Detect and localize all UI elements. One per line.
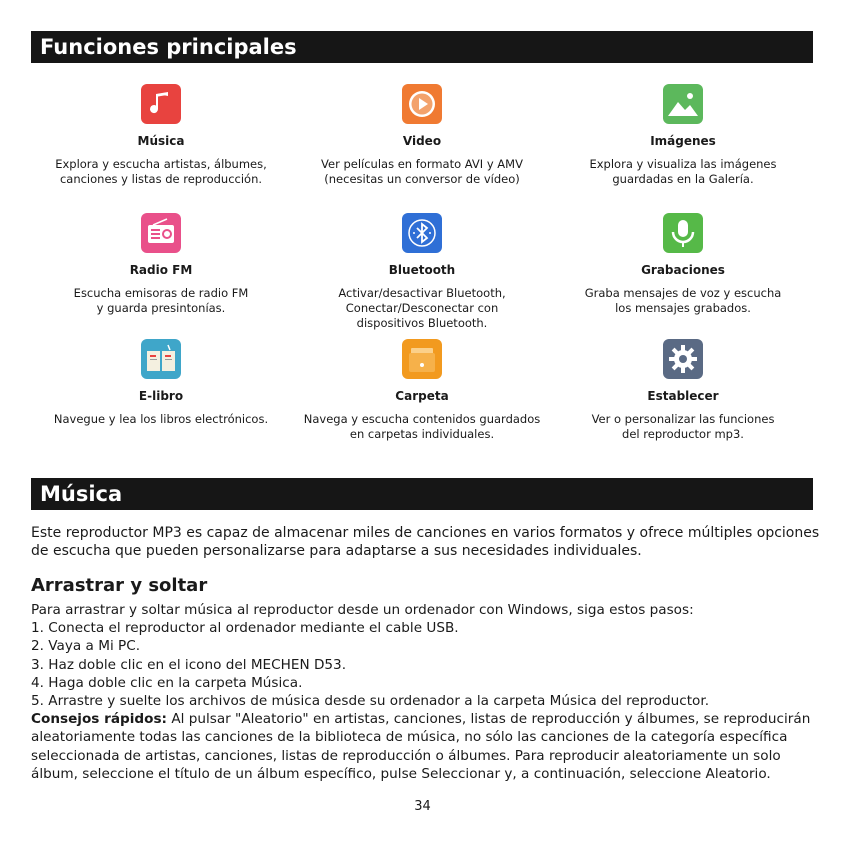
feature-description: Explora y visualiza las imágenes guardadas en la Galería.: [589, 157, 777, 186]
step-line: 5. Arrastre y suelte los archivos de música desde su ordenador a la carpeta Música del reproductor.: [31, 693, 710, 710]
music-note-icon: [141, 84, 181, 124]
section-header-funciones: Funciones principales: [31, 31, 813, 63]
feature-radio-fm: [31, 213, 291, 316]
feature-title: Video: [402, 134, 442, 148]
tip-label: Consejos rápidos:: [31, 711, 167, 728]
feature-description: Navegue y lea los libros electrónicos.: [53, 412, 269, 426]
feature-imagenes: [553, 84, 813, 187]
feature-grabaciones: [553, 213, 813, 316]
book-icon: [141, 339, 181, 379]
feature-e-libro: [31, 339, 291, 427]
folder-icon: [402, 339, 442, 379]
image-icon: [663, 84, 703, 124]
radio-icon: [141, 213, 181, 253]
intro-paragraph: Este reproductor MP3 es capaz de almacenar miles de canciones en varios formatos y ofrece múltiples opciones de escucha que pueden personalizarse para adaptarse a sus necesidades individuales.: [31, 525, 820, 559]
feature-title: Grabaciones: [641, 263, 725, 277]
feature-title: Establecer: [647, 389, 719, 403]
step-line: 4. Haga doble clic en la carpeta Música.: [31, 674, 303, 691]
feature-carpeta: [292, 339, 552, 442]
step-line: 1. Conecta el reproductor al ordenador mediante el cable USB.: [31, 620, 459, 637]
gear-icon: [663, 339, 703, 379]
feature-description: Ver o personalizar las funciones del reproductor mp3.: [591, 412, 775, 441]
section-header-musica: Música: [31, 478, 813, 510]
subheading-arrastrar: Arrastrar y soltar: [31, 575, 208, 596]
feature-title: Radio FM: [129, 263, 193, 277]
feature-title: Bluetooth: [388, 263, 456, 277]
feature-title: E-libro: [138, 389, 184, 403]
feature-description: Activar/desactivar Bluetooth, Conectar/Desconectar con dispositivos Bluetooth.: [338, 286, 506, 330]
tip-text: Al pulsar "Aleatorio" en artistas, canciones, listas de reproducción y álbumes, se reproducirán aleatoriamente todas las canciones de la biblioteca de música, no sólo las canciones de la categoría específica seleccionada de artistas, canciones, listas de reproducción o álbumes. Para reproducir aleatoriamente un solo álbum, seleccione el título de un álbum específico, pulse Seleccionar y, a continuación, seleccione Aleatorio.: [31, 711, 811, 782]
feature-title: Carpeta: [395, 389, 449, 403]
tip-paragraph: [31, 710, 821, 783]
feature-description: Escucha emisoras de radio FM y guarda presintonías.: [73, 286, 249, 315]
feature-musica: [31, 84, 291, 187]
page-number: 34: [414, 799, 431, 814]
feature-description: Navega y escucha contenidos guardados en carpetas individuales.: [303, 412, 541, 441]
feature-title: Música: [137, 134, 185, 148]
microphone-icon: [663, 213, 703, 253]
feature-description: Explora y escucha artistas, álbumes, canciones y listas de reproducción.: [55, 157, 267, 186]
feature-description: Ver películas en formato AVI y AMV (necesitas un conversor de vídeo): [321, 157, 523, 186]
feature-establecer: [553, 339, 813, 442]
step-line: 3. Haz doble clic en el icono del MECHEN D53.: [31, 656, 347, 673]
feature-description: Graba mensajes de voz y escucha los mensajes grabados.: [584, 286, 782, 315]
play-icon: [402, 84, 442, 124]
feature-video: [292, 84, 552, 187]
step-line: 2. Vaya a Mi PC.: [31, 638, 141, 655]
feature-bluetooth: [292, 213, 552, 331]
feature-title: Imágenes: [650, 134, 716, 148]
steps-list: [31, 601, 821, 783]
bluetooth-icon: [402, 213, 442, 253]
step-line: Para arrastrar y soltar música al reproductor desde un ordenador con Windows, siga estos pasos:: [31, 602, 694, 618]
